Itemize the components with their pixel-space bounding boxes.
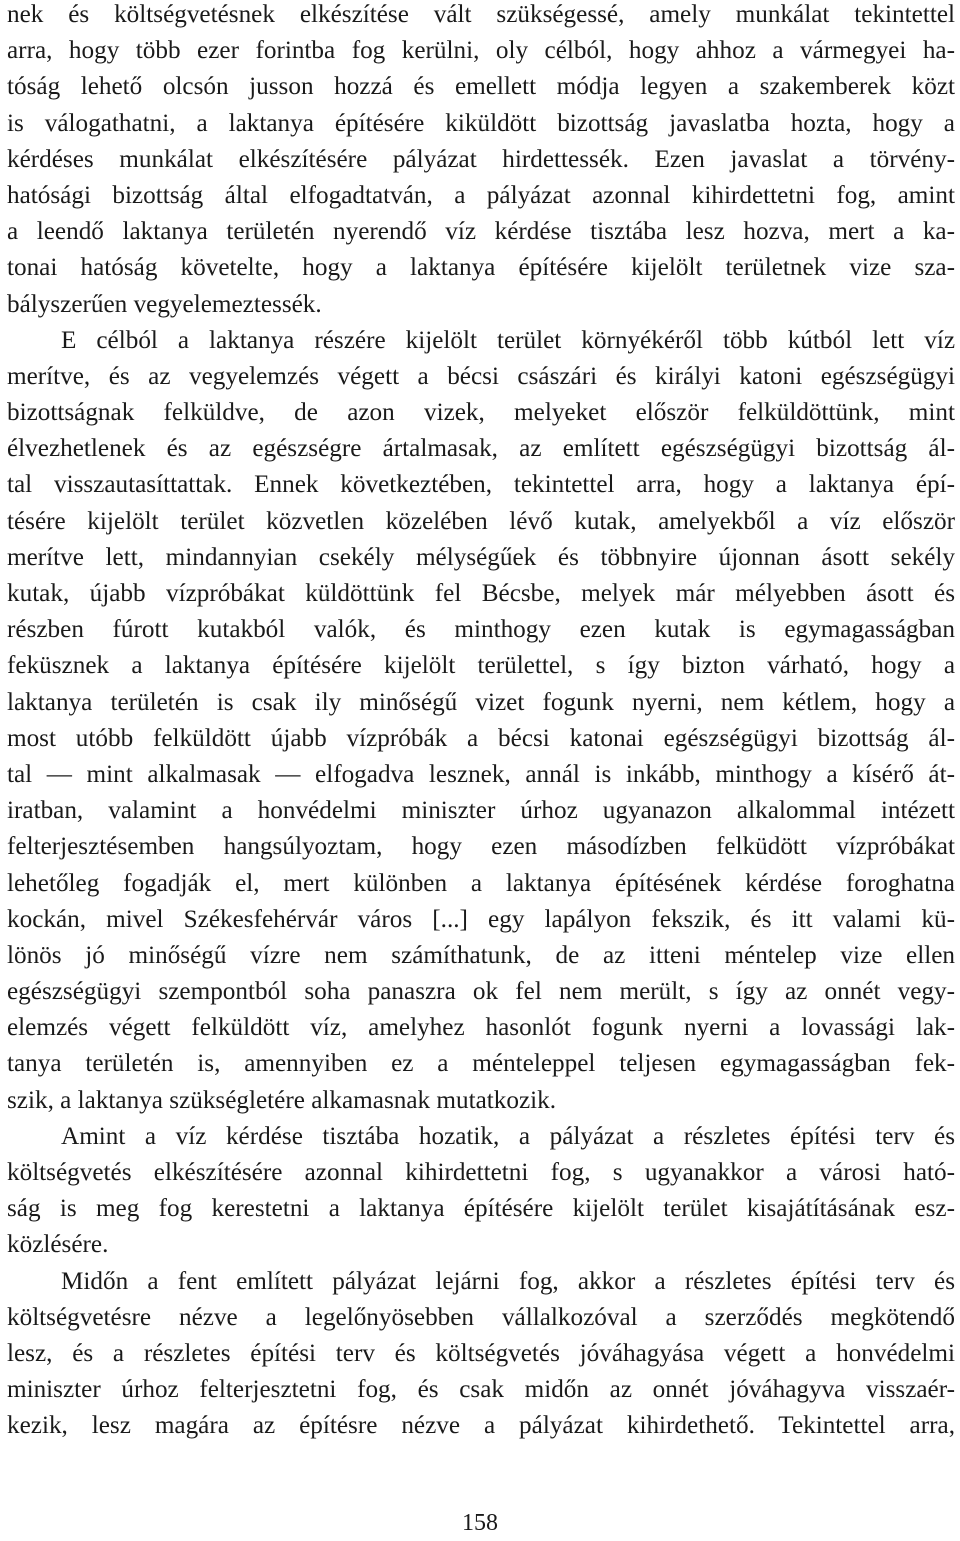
text-line: feküsznek a laktanya építésére kijelölt területtel, s így bizton várható, hogy a	[7, 652, 955, 680]
text-line: tonai hatóság követelte, hogy a laktanya építésére kijelölt területnek vize sza-	[7, 254, 955, 282]
document-page	[7, 0, 955, 1445]
text-line: hatósági bizottság által elfogadtatván, a pályázat azonnal kihirdettetni fog, amint	[7, 181, 955, 209]
text-line: közlésére.	[7, 1231, 109, 1259]
text-line: arra, hogy több ezer forintba fog kerülni, oly célból, hogy ahhoz a vármegyei ha-	[7, 37, 955, 65]
text-line: tanya területén is, amennyiben ez a ménteleppel teljesen egymagasságban fek-	[7, 1050, 955, 1078]
text-line: kezik, lesz magára az építésre nézve a pályázat kihirdethető. Tekintettel arra,	[7, 1412, 955, 1440]
text-line: a leendő laktanya területén nyerendő víz kérdése tisztába lesz hozva, mert a ka-	[7, 218, 955, 246]
text-line: tóság lehető olcsón jusson hozzá és emellett módja legyen a szakemberek közt	[7, 73, 955, 101]
text-line: kérdéses munkálat elkészítésére pályázat hirdettessék. Ezen javaslat a törvény-	[7, 145, 955, 173]
text-line: bályszerűen vegyelemeztessék.	[7, 290, 322, 318]
text-line: nek és költségvetésnek elkészítése vált szükségessé, amely munkálat tekintettel	[7, 1, 955, 28]
text-line: is válogathatni, a laktanya építésére kiküldött bizottság javaslatba hozta, hogy a	[7, 109, 955, 137]
text-line: tal visszautasíttattak. Ennek következtében, tekintettel arra, hogy a laktanya épí-	[7, 471, 955, 499]
text-line: szik, a laktanya szükségletére alkamasnak mutatkozik.	[7, 1086, 557, 1114]
text-line: költségvetésre nézve a legelőnyösebben vállalkozóval a szerződés megkötendő	[7, 1303, 955, 1331]
text-line: miniszter úrhoz felterjesztetni fog, és csak midőn az onnét jóváhagyva visszaér-	[7, 1376, 955, 1404]
text-line: Amint a víz kérdése tisztába hozatik, a pályázat a részletes építési terv és	[61, 1122, 955, 1150]
text-line: elemzés végett felküldött víz, amelyhez hasonlót fogunk nyerni a lovassági lak-	[7, 1014, 955, 1042]
text-line: E célból a laktanya részére kijelölt terület környékéről több kútból lett víz	[61, 326, 955, 354]
text-line: Midőn a fent említett pályázat lejárni fog, akkor a részletes építési terv és	[61, 1267, 955, 1295]
text-line: élvezhetlenek és az egészségre ártalmasak, az említett egészségügyi bizottság ál-	[7, 435, 955, 463]
text-line: részben fúrott kutakból valók, és minthogy ezen kutak is egymagasságban	[7, 616, 955, 644]
text-line: lesz, és a részletes építési terv és költségvetés jóváhagyása végett a honvédelmi	[7, 1339, 955, 1367]
text-line: lönös jó minőségű vízre nem számíthatunk, de az itteni méntelep vize ellen	[7, 941, 955, 969]
text-line: tal — mint alkalmasak — elfogadva lesznek, annál is inkább, minthogy a kísérő át-	[7, 760, 955, 788]
text-line: tésére kijelölt terület közvetlen közelében lévő kutak, amelyekből a víz először	[7, 507, 955, 535]
paragraph-3	[7, 1119, 955, 1264]
text-line: költségvetés elkészítésére azonnal kihirdettetni fog, s ugyanakkor a városi ható-	[7, 1159, 955, 1186]
paragraph-1	[7, 0, 955, 323]
text-line: egészségügyi szempontból soha panaszra ok fel nem merült, s így az onnét vegy-	[7, 978, 955, 1006]
text-line: iratban, valamint a honvédelmi miniszter úrhoz ugyanazon alkalommal intézett	[7, 797, 955, 825]
page-number: 158	[462, 1510, 498, 1536]
text-line: laktanya területén is csak ily minőségű vizet fogunk nyerni, nem kétlem, hogy a	[7, 688, 955, 716]
text-line: kockán, mivel Székesfehérvár város [...] egy lapályon fekszik, és itt valami kü-	[7, 905, 955, 933]
text-line: ság is meg fog kerestetni a laktanya építésére kijelölt terület kisajátításának esz-	[7, 1195, 955, 1223]
text-line: merítve lett, mindannyian csekély mélységűek és többnyire újonnan ásott sekély	[7, 543, 955, 571]
text-line: felterjesztésemben hangsúlyoztam, hogy ezen másodízben felküdött vízpróbákat	[7, 833, 955, 861]
paragraph-2	[7, 323, 955, 1119]
text-line: bizottságnak felküldve, de azon vizek, melyeket először felküldöttünk, mint	[7, 399, 955, 427]
text-line: lehetőleg fogadják el, mert különben a laktanya építésének kérdése foroghatna	[7, 869, 955, 897]
text-line: most utóbb felküldött újabb vízpróbák a bécsi katonai egészségügyi bizottság ál-	[7, 724, 955, 752]
text-line: kutak, újabb vízpróbákat küldöttünk fel Bécsbe, melyek már mélyebben ásott és	[7, 580, 955, 607]
paragraph-4	[7, 1264, 955, 1445]
text-line: merítve, és az vegyelemzés végett a bécsi császári és királyi katoni egészségügyi	[7, 362, 955, 390]
